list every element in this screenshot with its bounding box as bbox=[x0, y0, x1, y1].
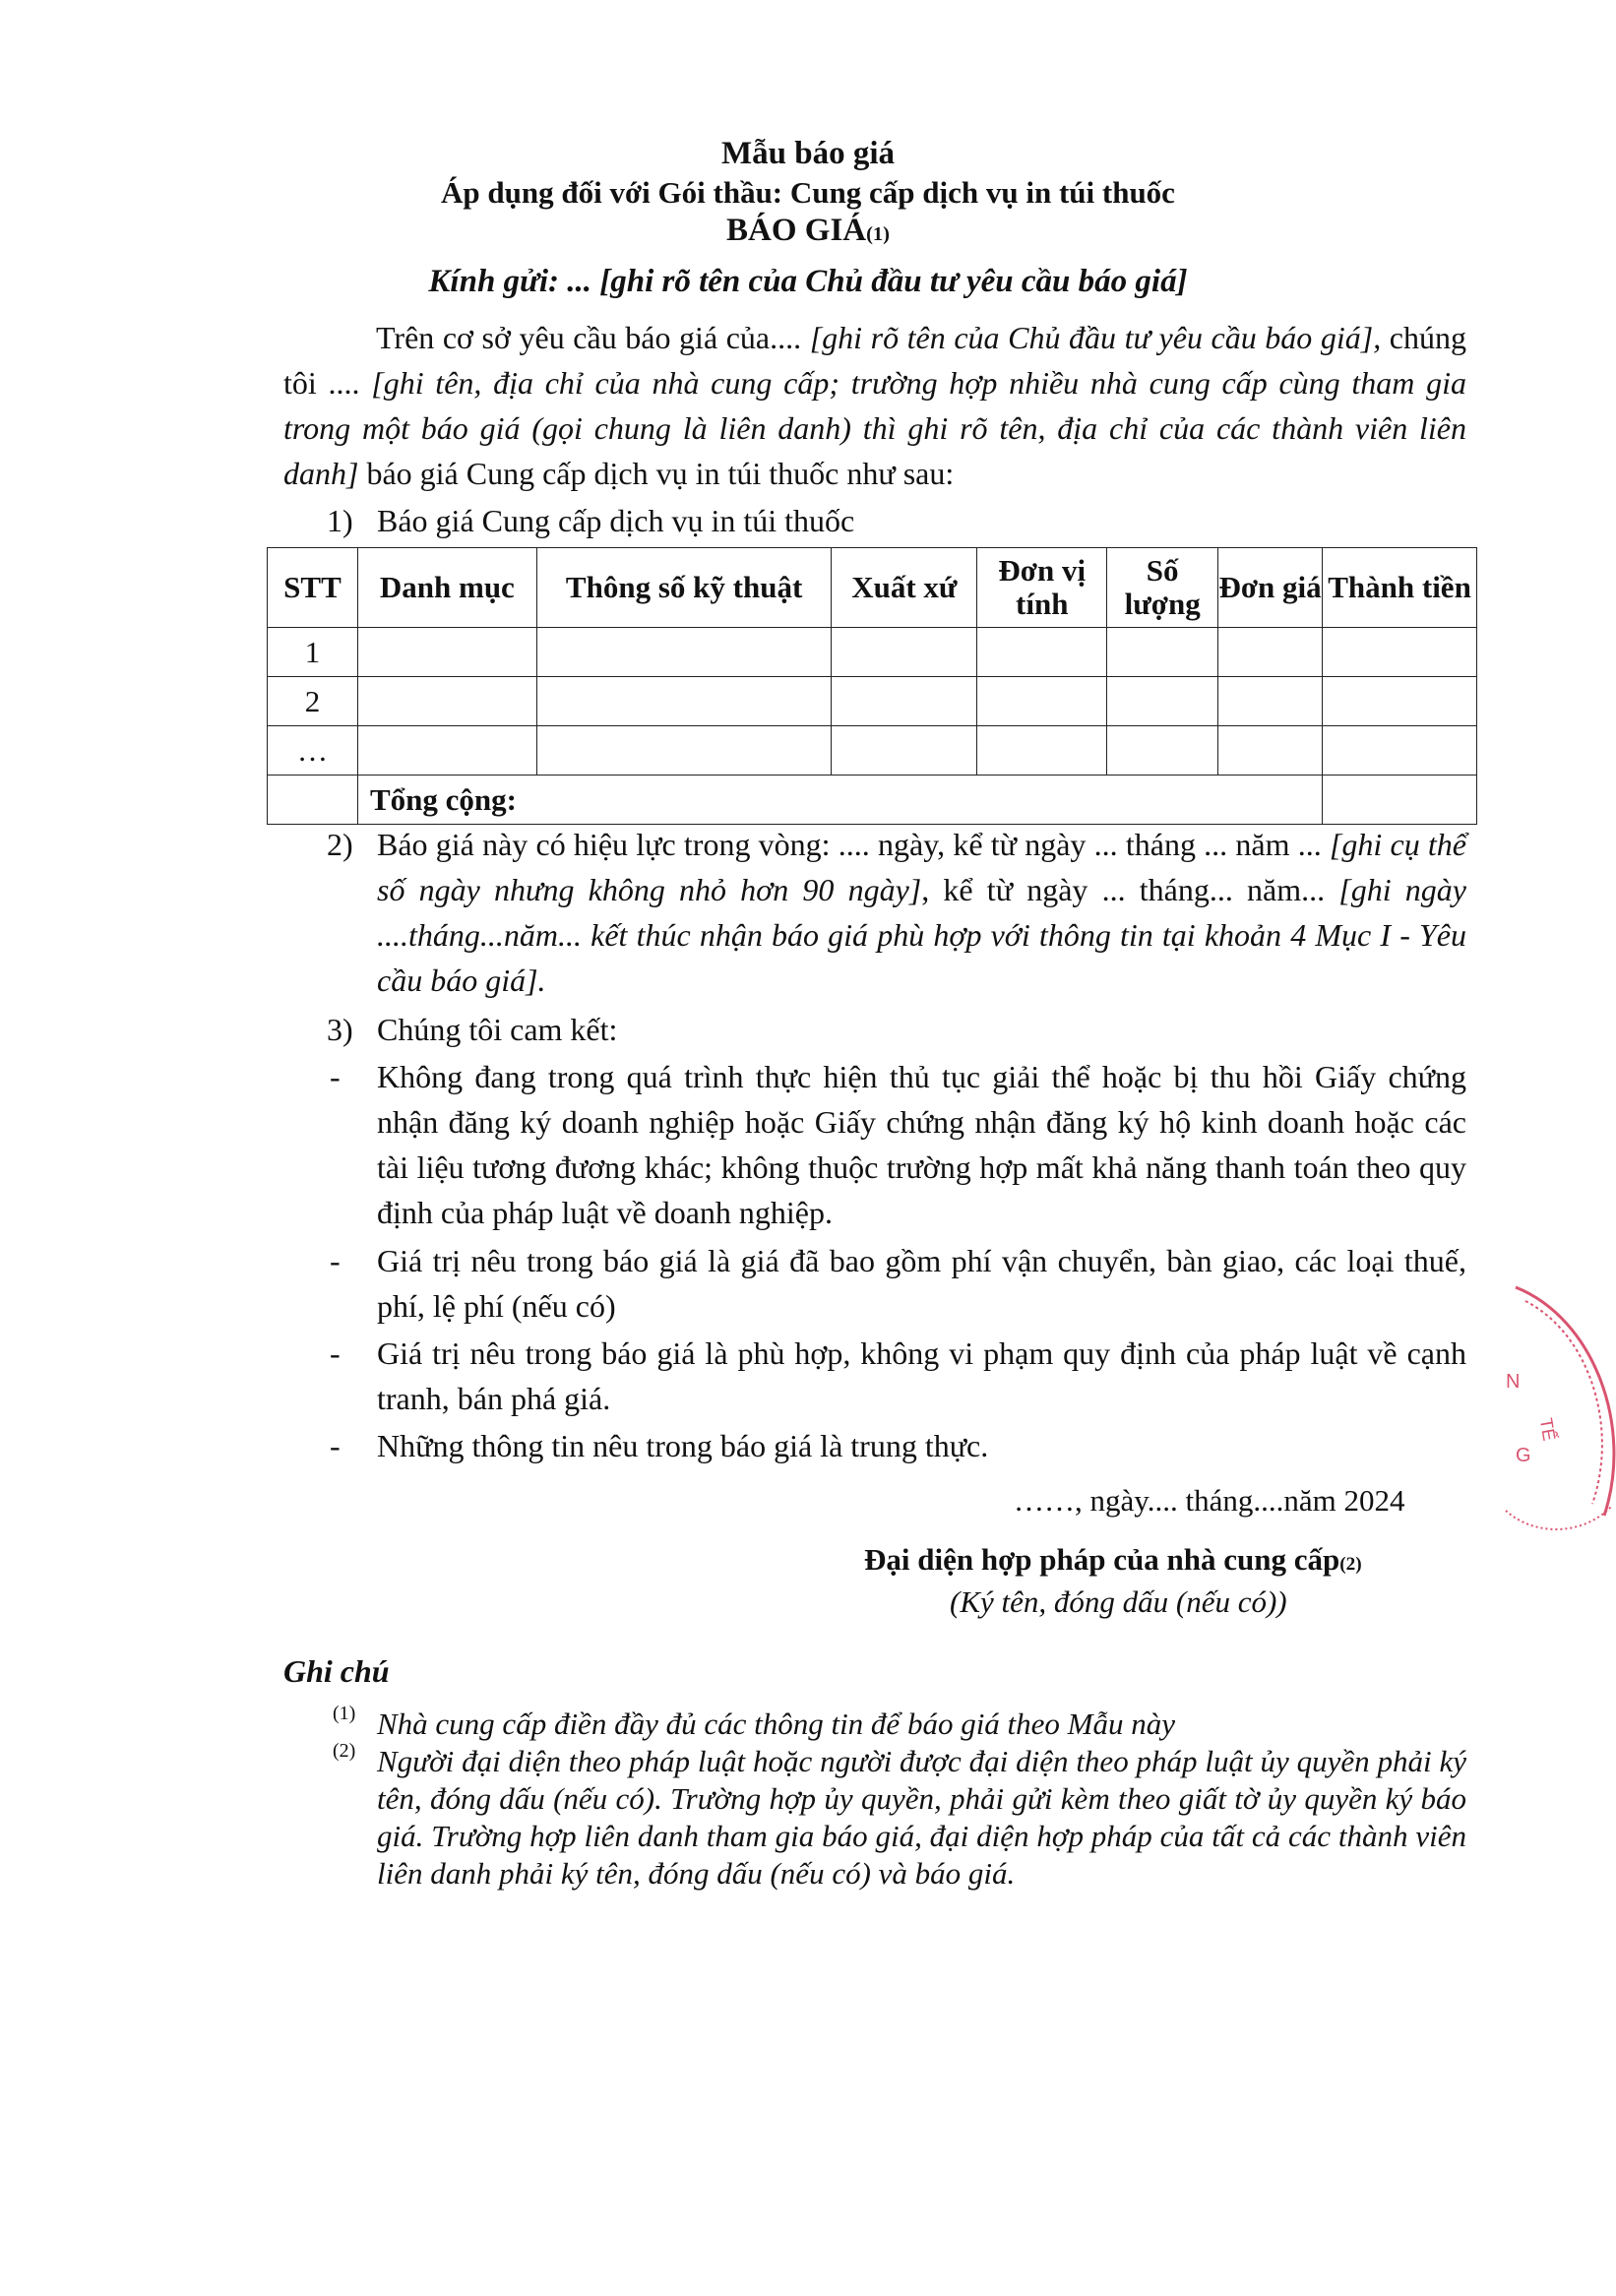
signature-title-text: Đại diện hợp pháp của nhà cung cấp bbox=[864, 1542, 1340, 1577]
section-2-part1: Báo giá này có hiệu lực trong vòng: .... ngày, kể từ ngày ... tháng ... năm ... bbox=[377, 827, 1330, 862]
header-so-luong: Số lượng bbox=[1107, 548, 1218, 628]
stamp-letter-n: N bbox=[1506, 1371, 1521, 1393]
table-cell[interactable] bbox=[1107, 677, 1218, 726]
header-xuat-xu: Xuất xứ bbox=[832, 548, 977, 628]
table-cell[interactable] bbox=[832, 677, 977, 726]
intro-part2: [ghi rõ tên của Chủ đầu tư yêu cầu báo giá], bbox=[809, 320, 1382, 355]
header-stt: STT bbox=[268, 548, 358, 628]
document-title-footnote: (1) bbox=[866, 223, 890, 245]
note-marker: (1) bbox=[333, 1703, 356, 1724]
row-stt: … bbox=[268, 726, 358, 776]
commitment-item: Giá trị nêu trong báo giá là phù hợp, không vi phạm quy định của pháp luật về cạnh tranh, bán phá giá. bbox=[377, 1335, 1466, 1416]
bullet-dash: - bbox=[330, 1243, 341, 1278]
intro-paragraph bbox=[283, 315, 1466, 496]
table-cell[interactable] bbox=[1323, 677, 1477, 726]
header-thanh-tien: Thành tiền bbox=[1323, 548, 1477, 628]
signature-title bbox=[864, 1542, 1362, 1578]
row-stt: 2 bbox=[268, 677, 358, 726]
header-thong-so: Thông số kỹ thuật bbox=[536, 548, 832, 628]
intro-part4: [ghi tên, địa chỉ của nhà cung cấp; trường hợp nhiều nhà cung cấp cùng tham gia trong một báo giá (gọi chung là liên danh) thì ghi rõ tên, địa chỉ của các thành viên liên danh] bbox=[283, 365, 1467, 491]
intro-part1: Trên cơ sở yêu cầu báo giá của.... bbox=[376, 320, 810, 355]
section-2-text bbox=[377, 822, 1466, 1003]
signature-subtitle: (Ký tên, đóng dấu (nếu có)) bbox=[950, 1584, 1287, 1619]
commitment-item: Không đang trong quá trình thực hiện thủ tục giải thể hoặc bị thu hồi Giấy chứng nhận đăng ký doanh nghiệp hoặc Giấy chứng nhận đăng ký hộ kinh doanh hoặc các tài liệu tương đương khác; không thuộc trường hợp mất khả năng thanh toán theo quy định của pháp luật về doanh nghiệp. bbox=[377, 1059, 1466, 1230]
table-cell[interactable] bbox=[977, 628, 1107, 677]
notes-heading: Ghi chú bbox=[283, 1653, 390, 1689]
stamp-inner-ring bbox=[1525, 1301, 1602, 1504]
row-stt: 1 bbox=[268, 628, 358, 677]
addressee: Kính gửi: ... [ghi rõ tên của Chủ đầu tư yêu cầu báo giá] bbox=[428, 264, 1188, 299]
red-seal-stamp bbox=[1476, 1279, 1616, 1575]
signature-date-line: ……, ngày.... tháng....năm 2024 bbox=[1014, 1483, 1405, 1518]
form-title: Mẫu báo giá bbox=[720, 136, 896, 171]
stamp-letter-te: TẾ bbox=[1535, 1416, 1560, 1443]
section-3-number: 3) bbox=[327, 1012, 353, 1047]
table-cell[interactable] bbox=[536, 726, 832, 776]
quote-table bbox=[267, 547, 1477, 825]
bullet-dash: - bbox=[330, 1059, 341, 1094]
table-cell[interactable] bbox=[536, 628, 832, 677]
note-text: Người đại diện theo pháp luật hoặc người được đại diện theo pháp luật ủy quyền phải ký tên, đóng dấu (nếu có). Trường hợp ủy quyền, phải gửi kèm theo giất tờ ủy quyền ký báo giá. Trường hợp liên danh tham gia báo giá, đại diện hợp pháp của tất cả các thành viên liên danh phải ký tên, đóng dấu (nếu có) và báo giá. bbox=[377, 1744, 1466, 1891]
table-cell[interactable] bbox=[977, 677, 1107, 726]
header-don-gia: Đơn giá bbox=[1218, 548, 1323, 628]
note-text: Nhà cung cấp điền đầy đủ các thông tin để báo giá theo Mẫu này bbox=[377, 1706, 1176, 1741]
total-label: Tổng cộng: bbox=[357, 776, 1322, 825]
table-row bbox=[268, 726, 1477, 776]
table-cell[interactable] bbox=[1323, 726, 1477, 776]
commitment-item: Những thông tin nêu trong báo giá là trung thực. bbox=[377, 1428, 989, 1463]
intro-part3: chúng tôi .... bbox=[283, 320, 1467, 401]
section-2-part4: [ghi ngày ....tháng...năm... kết thúc nhận báo giá phù hợp với thông tin tại khoản 4 Mục I - Yêu cầu báo giá]. bbox=[377, 872, 1466, 998]
bullet-dash: - bbox=[330, 1428, 341, 1463]
section-1-number: 1) bbox=[327, 503, 353, 538]
bullet-dash: - bbox=[330, 1335, 341, 1371]
section-1-text: Báo giá Cung cấp dịch vụ in túi thuốc bbox=[377, 503, 855, 538]
table-cell bbox=[268, 776, 358, 825]
table-cell[interactable] bbox=[1218, 677, 1323, 726]
section-2-number: 2) bbox=[327, 827, 353, 862]
table-cell[interactable] bbox=[832, 628, 977, 677]
table-cell[interactable] bbox=[536, 677, 832, 726]
section-2-part3: , kể từ ngày ... tháng... năm... bbox=[921, 872, 1339, 907]
header-don-vi-tinh: Đơn vị tính bbox=[977, 548, 1107, 628]
table-cell[interactable] bbox=[357, 628, 536, 677]
stamp-bottom-arc bbox=[1506, 1506, 1612, 1529]
document-title bbox=[0, 213, 1616, 249]
section-3-text: Chúng tôi cam kết: bbox=[377, 1012, 618, 1047]
document-title-text: BÁO GIÁ bbox=[726, 213, 867, 248]
table-cell[interactable] bbox=[1107, 628, 1218, 677]
stamp-letter-g: G bbox=[1516, 1445, 1531, 1466]
table-row bbox=[268, 677, 1477, 726]
table-cell[interactable] bbox=[832, 726, 977, 776]
note-marker: (2) bbox=[333, 1740, 356, 1762]
header-danh-muc: Danh mục bbox=[357, 548, 536, 628]
section-2-part2: [ghi cụ thể số ngày nhưng không nhỏ hơn 90 ngày] bbox=[377, 827, 1467, 907]
table-total-row bbox=[268, 776, 1477, 825]
table-cell[interactable] bbox=[977, 726, 1107, 776]
table-cell[interactable] bbox=[1218, 628, 1323, 677]
table-cell[interactable] bbox=[1218, 726, 1323, 776]
form-subtitle: Áp dụng đối với Gói thầu: Cung cấp dịch vụ in túi thuốc bbox=[441, 175, 1175, 210]
total-value-cell[interactable] bbox=[1323, 776, 1477, 825]
signature-title-footnote: (2) bbox=[1339, 1554, 1362, 1575]
table-cell[interactable] bbox=[1107, 726, 1218, 776]
table-cell[interactable] bbox=[1323, 628, 1477, 677]
commitment-item: Giá trị nêu trong báo giá là giá đã bao gồm phí vận chuyển, bàn giao, các loại thuế, phí, lệ phí (nếu có) bbox=[377, 1243, 1466, 1324]
table-row bbox=[268, 628, 1477, 677]
table-cell[interactable] bbox=[357, 726, 536, 776]
table-cell[interactable] bbox=[357, 677, 536, 726]
table-header-row bbox=[268, 548, 1477, 628]
intro-part5: báo giá Cung cấp dịch vụ in túi thuốc như sau: bbox=[358, 456, 955, 491]
